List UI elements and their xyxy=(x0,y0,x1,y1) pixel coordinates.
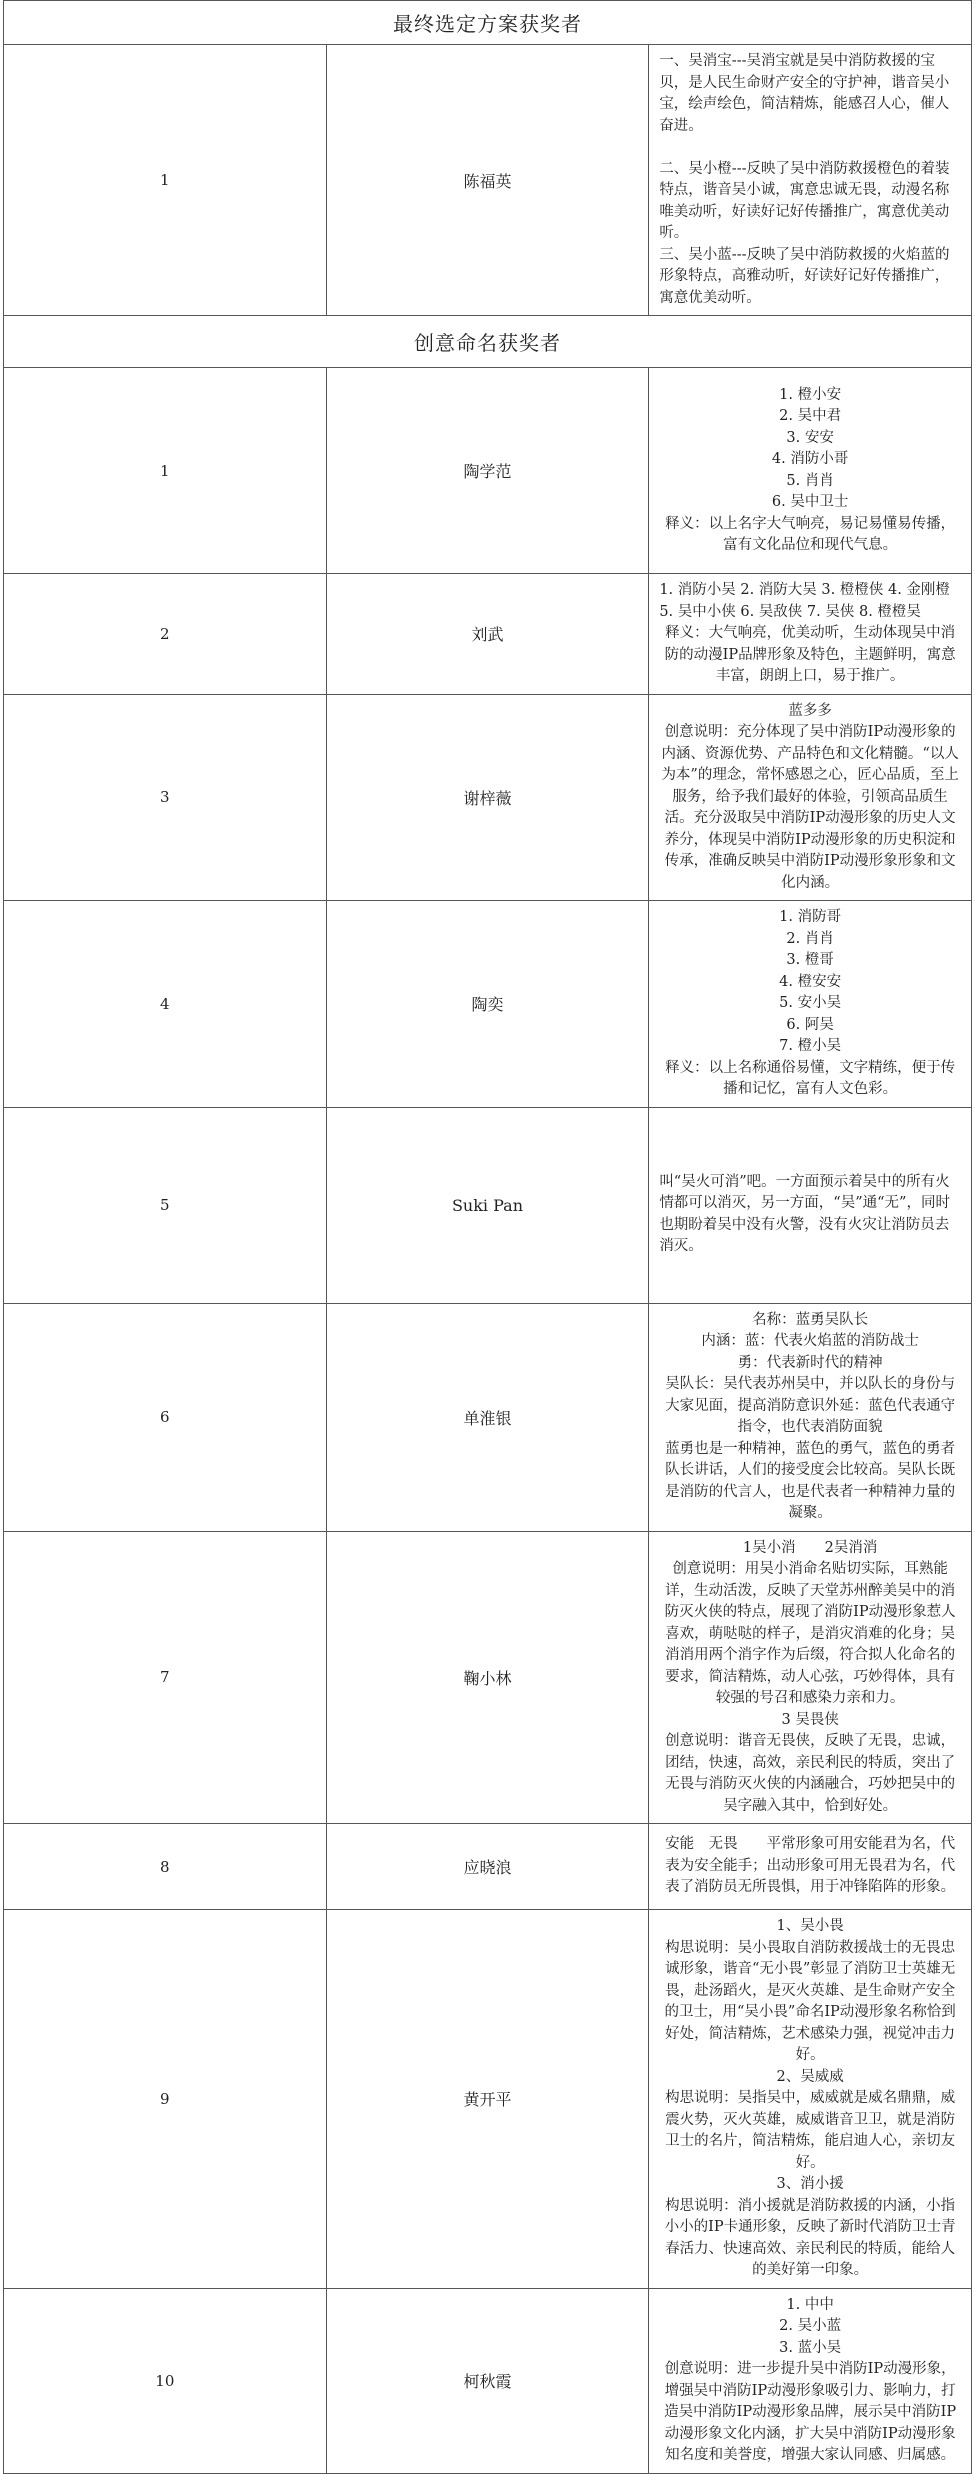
row-number: 6 xyxy=(4,1303,327,1531)
description-line: 构思说明：吴指吴中，威威就是威名鼎鼎，威震火势，灭火英雄，威威谐音卫卫，就是消防卫士的名片，简洁精炼，能启迪人心，亲切友好。 xyxy=(665,2090,956,2171)
table-row xyxy=(4,574,972,695)
description-line: 一、吴消宝---吴消宝就是吴中消防救援的宝贝，是人民生命财产安全的守护神，谐音吴小宝，绘声绘色，简洁精炼，能感召人心，催人奋进。 xyxy=(659,53,950,134)
description-line xyxy=(659,137,961,159)
description-line: 1. 消防哥 xyxy=(779,909,842,925)
description-line: 安能 无畏 平常形象可用安能君为名，代表为安全能手；出动形象可用无畏君为名，代表了消防员无所畏惧，用于冲锋陷阵的形象。 xyxy=(665,1836,956,1896)
description-line: 3. 橙哥 xyxy=(786,952,834,968)
description-line: 7. 橙小吴 xyxy=(779,1038,842,1054)
description-line: 5. 肖肖 xyxy=(786,472,834,489)
proposal-description xyxy=(649,1910,972,2289)
description-line: 内涵：蓝：代表火焰蓝的消防战士 xyxy=(701,1333,919,1349)
table-row xyxy=(4,368,972,574)
section-title: 创意命名获奖者 xyxy=(4,316,972,368)
table-row xyxy=(4,2288,972,2473)
row-number: 8 xyxy=(4,1824,327,1910)
winner-name: Suki Pan xyxy=(326,1107,649,1303)
winner-name: 柯秋霞 xyxy=(326,2288,649,2473)
section-title-row xyxy=(4,1,972,45)
proposal-description xyxy=(649,2288,972,2473)
description-line: 4. 消防小哥 xyxy=(771,451,849,467)
description-line: 1、吴小畏 xyxy=(776,1918,844,1934)
description-line: 三、吴小蓝---反映了吴中消防救援的火焰蓝的形象特点，高雅动听，好读好记好传播推广，寓意优美动听。 xyxy=(659,246,950,306)
proposal-description xyxy=(649,1531,972,1824)
description-line: 释义：以上名字大气响亮，易记易懂易传播，富有文化品位和现代气息。 xyxy=(665,515,956,553)
award-table xyxy=(3,0,972,2474)
description-line: 释义：以上名称通俗易懂，文字精练，便于传播和记忆，富有人文色彩。 xyxy=(665,1059,956,1097)
winner-name: 刘武 xyxy=(326,574,649,695)
table-row xyxy=(4,1824,972,1910)
description-line: 创意说明：谐音无畏侠，反映了无畏，忠诚，团结，快速，高效，亲民利民的特质，突出了无畏与消防灭火侠的内涵融合，巧妙把吴中的吴字融入其中，恰到好处。 xyxy=(665,1733,956,1814)
description-line: 队长讲话，人们的接受度会比较高。吴队长既是消防的代言人，也是代表者一种精神力量的凝聚。 xyxy=(665,1462,956,1521)
description-line: 4. 橙安安 xyxy=(779,973,842,990)
table-row xyxy=(4,45,972,316)
proposal-description xyxy=(649,574,972,695)
description-line: 2. 肖肖 xyxy=(786,930,834,947)
table-row xyxy=(4,901,972,1108)
row-number: 10 xyxy=(4,2288,327,2473)
description-line: 创意说明：用吴小消命名贴切实际，耳熟能详，生动活泼，反映了天堂苏州醉美吴中的消防灭火侠的特点，展现了消防IP动漫形象惹人喜欢，萌哒哒的样子，是消灾消难的化身；吴消消用两个消字作为后缀，符合拟人化命名的要求，简洁精炼，动人心弦，巧妙得体，具有较强的号召和感染力亲和力。 xyxy=(664,1561,956,1706)
row-number: 4 xyxy=(4,901,327,1108)
table-row xyxy=(4,1107,972,1303)
winner-name: 陶学范 xyxy=(326,368,649,574)
row-number: 3 xyxy=(4,694,327,901)
description-line: 3. 安安 xyxy=(786,429,834,446)
section-title-row xyxy=(4,316,972,368)
description-line: 名称：蓝勇吴队长 xyxy=(752,1311,869,1328)
description-line: 3、消小援 xyxy=(776,2176,844,2192)
description-line: 2、吴威威 xyxy=(776,2068,844,2085)
row-number: 5 xyxy=(4,1107,327,1303)
proposal-description xyxy=(649,1107,972,1303)
description-line: 释义：大气响亮，优美动听，生动体现吴中消防的动漫IP品牌形象及特色，主题鲜明，寓意丰富，朗朗上口，易于推广。 xyxy=(664,625,956,684)
row-number: 1 xyxy=(4,45,327,316)
table-row xyxy=(4,694,972,901)
description-line: 2. 吴小蓝 xyxy=(779,2318,842,2334)
description-line: 蓝多多 xyxy=(788,702,832,719)
winner-name: 鞠小林 xyxy=(326,1531,649,1824)
proposal-description xyxy=(649,901,972,1108)
description-line: 3. 蓝小吴 xyxy=(779,2339,842,2356)
description-line: 1吴小消 2吴消消 xyxy=(742,1539,878,1556)
row-number: 2 xyxy=(4,574,327,695)
description-line: 6. 阿吴 xyxy=(786,1016,834,1033)
table-row xyxy=(4,1910,972,2289)
winner-name: 单淮银 xyxy=(326,1303,649,1531)
proposal-description xyxy=(649,694,972,901)
description-line: 1. 消防小吴 2. 消防大吴 3. 橙橙侠 4. 金刚橙 5. 吴中小侠 6. 吴敌侠 7. 吴侠 8. 橙橙吴 xyxy=(659,582,950,620)
winner-name: 黄开平 xyxy=(326,1910,649,2289)
section-title: 最终选定方案获奖者 xyxy=(4,1,972,45)
winner-name: 陶奕 xyxy=(326,901,649,1108)
proposal-description xyxy=(649,1824,972,1910)
description-line: 1. 橙小安 xyxy=(779,386,842,403)
winner-name: 陈福英 xyxy=(326,45,649,316)
description-line: 吴队长：吴代表苏州吴中，并以队长的身份与大家见面，提高消防意识外延：蓝色代表通守 指令，也代表消防面貌 xyxy=(665,1376,970,1435)
description-line: 创意说明：进一步提升吴中消防IP动漫形象，增强吴中消防IP动漫形象吸引力、影响力，打造吴中消防IP动漫形象品牌，展示吴中消防IP动漫形象文化内涵，扩大吴中消防IP动漫形象知名度和美誉度，增强大家认同感、归属感。 xyxy=(664,2361,957,2463)
row-number: 9 xyxy=(4,1910,327,2289)
description-line: 2. 吴中君 xyxy=(779,408,842,424)
description-line: 6. 吴中卫士 xyxy=(771,494,849,510)
description-line: 5. 安小吴 xyxy=(779,995,842,1011)
row-number: 1 xyxy=(4,368,327,574)
description-line: 1. 中中 xyxy=(786,2296,834,2313)
description-line: 3 吴畏侠 xyxy=(781,1711,839,1728)
winner-name: 应晓浪 xyxy=(326,1824,649,1910)
description-line: 勇：代表新时代的精神 xyxy=(737,1354,883,1371)
description-line: 构思说明：消小援就是消防救援的内涵，小指小小的IP卡通形象，反映了新时代消防卫士青春活力、快速高效、亲民利民的特质，能给人的美好第一印象。 xyxy=(664,2197,956,2278)
description-line: 二、吴小橙---反映了吴中消防救援橙色的着装特点，谐音吴小诚，寓意忠诚无畏，动漫名称唯美动听，好读好记好传播推广，寓意优美动听。 xyxy=(659,160,950,241)
proposal-description xyxy=(649,1303,972,1531)
description-line: 创意说明：充分体现了吴中消防IP动漫形象的内涵、资源优势、产品特色和文化精髓。“以人为本”的理念，常怀感恩之心，匠心品质，至上服务，给予我们最好的体验，引领高品质生活。充分汲取吴中消防IP动漫形象的历史人文养分，体现吴中消防IP动漫形象的历史积淀和传承，准确反映吴中消防IP动漫形象形象和文化内涵。 xyxy=(661,724,959,891)
table-row xyxy=(4,1303,972,1531)
description-line: 蓝勇也是一种精神，蓝色的勇气，蓝色的勇者 xyxy=(665,1440,956,1457)
row-number: 7 xyxy=(4,1531,327,1824)
proposal-description xyxy=(649,45,972,316)
description-line: 叫“吴火可消”吧。一方面预示着吴中的所有火情都可以消灭，另一方面，“吴”通“无”，同时也期盼着吴中没有火警，没有火灾让消防员去消灭。 xyxy=(659,1173,950,1254)
table-row xyxy=(4,1531,972,1824)
proposal-description xyxy=(649,368,972,574)
winner-name: 谢梓薇 xyxy=(326,694,649,901)
description-line: 构思说明：吴小畏取自消防救援战士的无畏忠诚形象，谐音“无小畏”彰显了消防卫士英雄无畏，赴汤蹈火，是灭火英雄、是生命财产安全的卫士，用“吴小畏”命名IP动漫形象名称恰到好处，简洁精炼，艺术感染力强，视觉冲击力好。 xyxy=(664,1939,956,2063)
